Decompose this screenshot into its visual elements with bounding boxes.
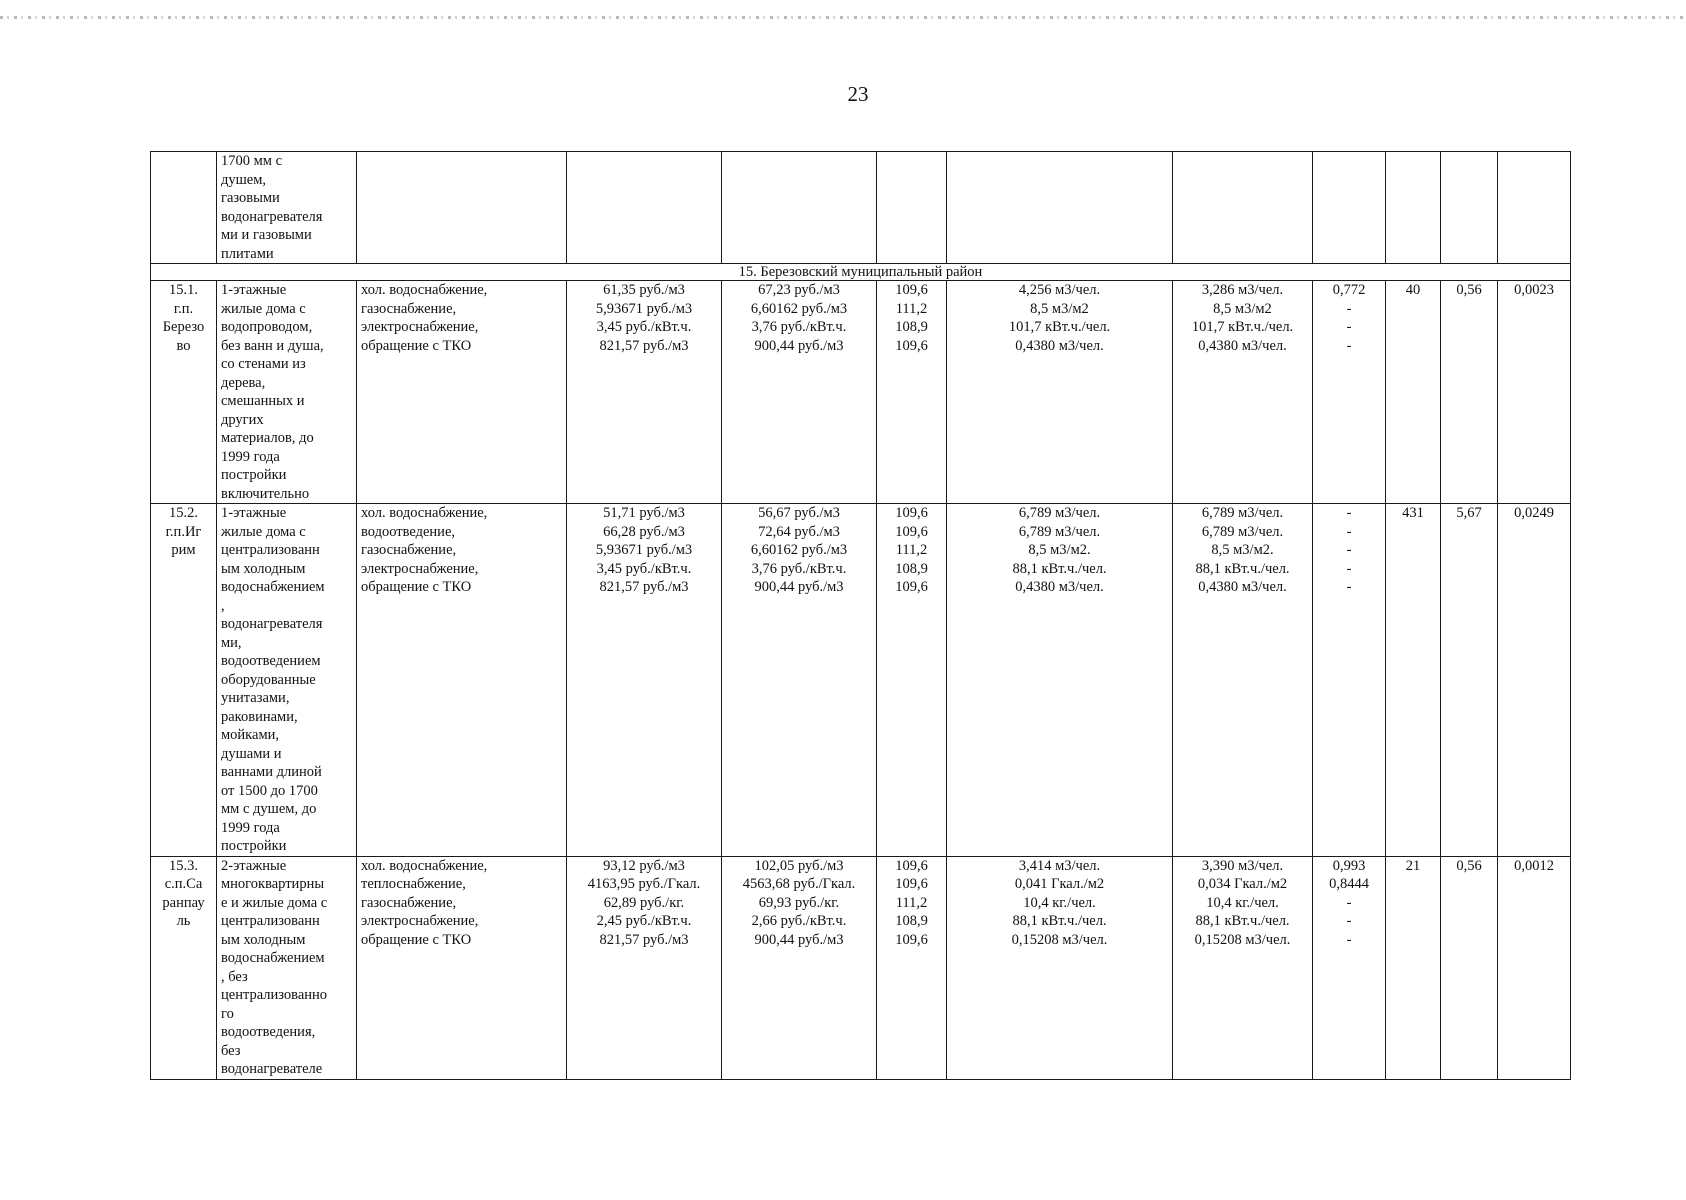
cell-empty [1386,152,1441,264]
cell-services: хол. водоснабжение, газоснабжение, электроснабжение, обращение с ТКО [357,281,567,504]
cell-tariff-old: 61,35 руб./м3 5,93671 руб./м3 3,45 руб./кВт.ч. 821,57 руб./м3 [567,281,722,504]
cell-index: 109,6 109,6 111,2 108,9 109,6 [877,504,947,857]
cell-count: 40 [1386,281,1441,504]
cell-tariff-new: 67,23 руб./м3 6,60162 руб./м3 3,76 руб./кВт.ч. 900,44 руб./м3 [722,281,877,504]
cell-norm-new: 3,286 м3/чел. 8,5 м3/м2 101,7 кВт.ч./чел. 0,4380 м3/чел. [1173,281,1313,504]
cell-norm-old: 3,414 м3/чел. 0,041 Гкал./м2 10,4 кг./чел. 88,1 кВт.ч./чел. 0,15208 м3/чел. [947,856,1173,1079]
cell-empty [947,152,1173,264]
cell-coefficient: 0,772 - - - [1313,281,1386,504]
cell-share-1: 5,67 [1441,504,1498,857]
cell-description: 1-этажные жилые дома с водопроводом, без ванн и душа, со стенами из дерева, смешанных и других материалов, до 1999 года постройки включительно [217,281,357,504]
cell-share-2: 0,0023 [1498,281,1571,504]
table-row [151,856,1571,1079]
cell-index: 109,6 111,2 108,9 109,6 [877,281,947,504]
cell-empty [722,152,877,264]
cell-share-1: 0,56 [1441,856,1498,1079]
cell-tariff-old: 51,71 руб./м3 66,28 руб./м3 5,93671 руб./м3 3,45 руб./кВт.ч. 821,57 руб./м3 [567,504,722,857]
cell-count: 21 [1386,856,1441,1079]
cell-coefficient: 0,993 0,8444 - - - [1313,856,1386,1079]
cell-empty [567,152,722,264]
cell-services: хол. водоснабжение, теплоснабжение, газоснабжение, электроснабжение, обращение с ТКО [357,856,567,1079]
cell-empty [1313,152,1386,264]
scan-edge-noise [0,16,1686,19]
cell-services: хол. водоснабжение, водоотведение, газоснабжение, электроснабжение, обращение с ТКО [357,504,567,857]
tariff-table [150,151,1571,1080]
table-row-continuation [151,152,1571,264]
cell-empty [877,152,947,264]
section-title: 15. Березовский муниципальный район [151,264,1571,281]
cell-number: 15.3. с.п.Са ранпау ль [151,856,217,1079]
cell-norm-new: 6,789 м3/чел. 6,789 м3/чел. 8,5 м3/м2. 88,1 кВт.ч./чел. 0,4380 м3/чел. [1173,504,1313,857]
cell-norm-old: 4,256 м3/чел. 8,5 м3/м2 101,7 кВт.ч./чел. 0,4380 м3/чел. [947,281,1173,504]
cell-index: 109,6 109,6 111,2 108,9 109,6 [877,856,947,1079]
cell-number: 15.1. г.п. Березо во [151,281,217,504]
cell-coefficient: - - - - - [1313,504,1386,857]
cell-share-2: 0,0012 [1498,856,1571,1079]
cell-empty [1441,152,1498,264]
cell-count: 431 [1386,504,1441,857]
table-row [151,281,1571,504]
cell-number: 15.2. г.п.Иг рим [151,504,217,857]
section-header-row [151,264,1571,281]
cell-empty [1498,152,1571,264]
cell-tariff-old: 93,12 руб./м3 4163,95 руб./Гкал. 62,89 руб./кг. 2,45 руб./кВт.ч. 821,57 руб./м3 [567,856,722,1079]
cell-norm-new: 3,390 м3/чел. 0,034 Гкал./м2 10,4 кг./чел. 88,1 кВт.ч./чел. 0,15208 м3/чел. [1173,856,1313,1079]
cell-empty [1173,152,1313,264]
cell-empty [151,152,217,264]
cell-norm-old: 6,789 м3/чел. 6,789 м3/чел. 8,5 м3/м2. 88,1 кВт.ч./чел. 0,4380 м3/чел. [947,504,1173,857]
cell-description: 2-этажные многоквартирны е и жилые дома с централизованн ым холодным водоснабжением , без централизованно го водоотведения, без водонагревателе [217,856,357,1079]
cell-empty [357,152,567,264]
cell-description: 1-этажные жилые дома с централизованн ым холодным водоснабжением , водонагревателя ми, водоотведением оборудованные унитазами, раковинами, мойками, душами и ваннами длиной от 1500 до 1700 мм с душем, до 1999 года постройки [217,504,357,857]
cell-share-1: 0,56 [1441,281,1498,504]
cell-share-2: 0,0249 [1498,504,1571,857]
table-row [151,504,1571,857]
cell-tariff-new: 102,05 руб./м3 4563,68 руб./Гкал. 69,93 руб./кг. 2,66 руб./кВт.ч. 900,44 руб./м3 [722,856,877,1079]
cell-tariff-new: 56,67 руб./м3 72,64 руб./м3 6,60162 руб./м3 3,76 руб./кВт.ч. 900,44 руб./м3 [722,504,877,857]
page-number: 23 [847,82,869,106]
cell-description: 1700 мм с душем, газовыми водонагревателя ми и газовыми плитами [217,152,357,264]
